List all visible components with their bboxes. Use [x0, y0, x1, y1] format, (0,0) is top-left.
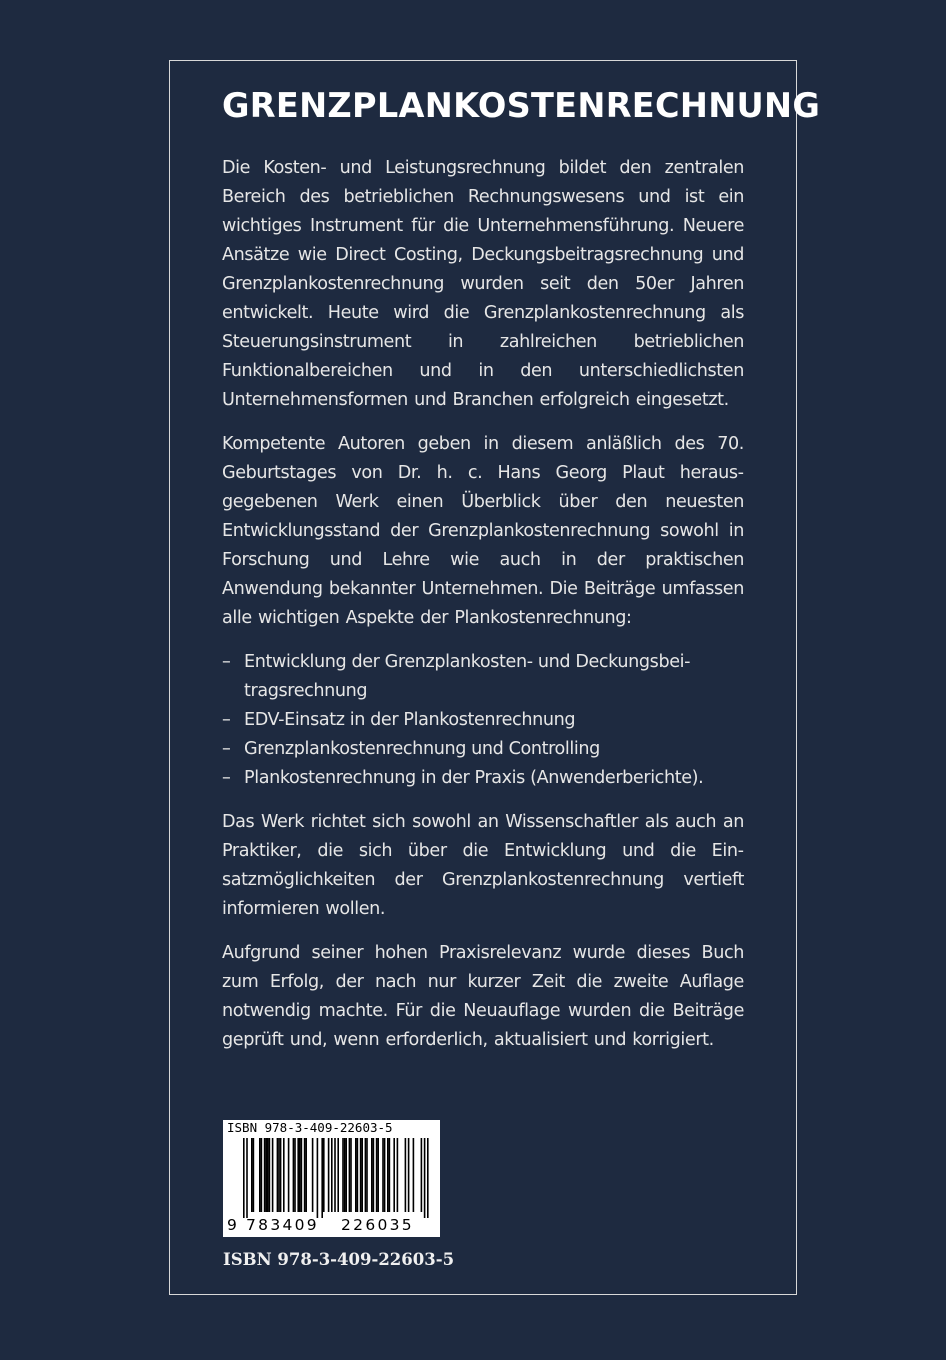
barcode-bar — [297, 1138, 299, 1212]
topic-list — [222, 648, 744, 793]
barcode-bar — [304, 1138, 306, 1212]
barcode-bar — [355, 1138, 357, 1212]
barcode-bar — [267, 1138, 269, 1212]
barcode-bar — [246, 1138, 248, 1218]
paragraph-edition: Aufgrund seiner hohen Praxisrelevanz wurde dieses Buch zum Erfolg, der nach nur kurzer Zeit die zweite Auflage notwendig machte. Für die Neuauflage wurden die Beiträge geprüft und, wenn erforderlich, aktualisiert und korrigiert. — [222, 943, 744, 1050]
barcode-bar — [301, 1138, 303, 1212]
barcode-bar — [421, 1138, 423, 1212]
barcode-bar — [317, 1138, 319, 1218]
barcode-bar — [389, 1138, 391, 1212]
isbn-footer: ISBN 978-3-409-22603-5 — [223, 1250, 455, 1269]
barcode-bar — [321, 1138, 323, 1218]
barcode-bar — [299, 1138, 301, 1212]
barcode-bar — [384, 1138, 386, 1212]
barcode-bar — [427, 1138, 429, 1218]
paragraph-audience: Das Werk richtet sich sowohl an Wissenschaftler als auch an Praktiker, die sich über die Entwicklung und die Einsatzmöglichkeiten der Grenzplankostenrechnung vertieft informieren wollen. — [222, 812, 744, 919]
barcode-bar — [288, 1138, 290, 1212]
barcode-bar — [253, 1138, 255, 1212]
barcode-isbn-label: ISBN 978-3-409-22603-5 — [227, 1120, 393, 1135]
barcode-bar — [342, 1138, 344, 1212]
barcode-bar — [251, 1138, 253, 1212]
barcode-bar — [269, 1138, 271, 1212]
barcode-bar — [278, 1138, 280, 1212]
list-item: – Grenzplankostenrechnung und Controlling — [222, 735, 744, 764]
paragraph-intro: Die Kosten- und Leistungsrechnung bildet den zentralen Bereich des betrieblichen Rechnungswesens und ist ein wichtiges Instrument für die Unternehmensführung. Neuere Ansätze wie Direct Costing, Deckungsbeitragsrechnung und Grenzplankostenrechnung wurden seit den 50er Jahren entwickelt. Heute wird die Grenzplankostenrechnung als Steuerungsinstrument in zahlreichen betrieblichen Funktionalbereichen und in den unterschiedlichsten Unternehmensformen und Branchen erfolgreich eingesetzt. — [222, 158, 744, 410]
barcode-bar — [261, 1138, 263, 1212]
barcode-bar — [361, 1138, 363, 1212]
barcode-bar — [360, 1138, 362, 1212]
barcode-bar — [323, 1138, 325, 1212]
barcode-bar — [305, 1138, 307, 1212]
barcode-digits — [223, 1215, 440, 1235]
dash-bullet-icon: – — [222, 739, 231, 759]
barcode-bar — [357, 1138, 359, 1212]
dash-bullet-icon: – — [222, 710, 231, 730]
barcode-bar — [259, 1138, 261, 1212]
book-title: GRENZPLANKOSTENRECHNUNG — [222, 86, 821, 125]
barcode-digits-left: 783409 — [246, 1216, 319, 1234]
barcode-bar — [387, 1138, 389, 1212]
barcode-bar — [408, 1138, 410, 1212]
barcode-bar — [413, 1138, 415, 1212]
barcode-digits-right: 226035 — [341, 1216, 414, 1234]
barcode-bar — [344, 1138, 346, 1212]
barcode-bar — [350, 1138, 352, 1212]
barcode-bar — [393, 1138, 395, 1212]
barcode-bar — [376, 1138, 378, 1212]
barcode-bar — [312, 1138, 314, 1212]
barcode-bar — [377, 1138, 379, 1212]
barcode-bar — [365, 1138, 367, 1212]
list-item: – Plankostenrechnung in der Praxis (Anwenderberichte). — [222, 764, 744, 793]
barcode-bar — [264, 1138, 266, 1212]
barcode-bar — [277, 1138, 279, 1212]
list-item: – Entwicklung der Grenzplankosten- und Deckungsbeitragsrechnung — [222, 648, 744, 706]
barcode-bar — [382, 1138, 384, 1212]
barcode-bar — [397, 1138, 399, 1212]
barcode-bar — [373, 1138, 375, 1212]
barcode-bar — [331, 1138, 333, 1212]
list-item: – EDV-Einsatz in der Plankostenrechnung — [222, 706, 744, 735]
barcode-digit-first: 9 — [227, 1216, 237, 1234]
barcode-bar — [345, 1138, 347, 1212]
barcode-bar — [293, 1138, 295, 1212]
back-cover-text — [222, 86, 821, 1070]
barcode-bar — [405, 1138, 407, 1212]
barcode-bar — [328, 1138, 330, 1212]
barcode-bar — [349, 1138, 351, 1212]
barcode-bar — [334, 1138, 336, 1212]
barcode-bar — [337, 1138, 339, 1212]
barcode-bar — [272, 1138, 274, 1212]
barcode-bar — [366, 1138, 368, 1212]
paragraph-authors: Kompetente Autoren geben in diesem anläßlich des 70. Geburtstages von Dr. h. c. Hans Georg Plaut herausgegebenen Werk einen Überblick über den neuesten Entwicklungsstand der Grenzplankostenrechnung sowohl in Forschung und Lehre wie auch in der praktischen Anwendung bekannter Unternehmen. Die Beiträge umfassen alle wichtigen Aspekte der Plankostenrechnung: — [222, 434, 744, 628]
barcode-bar — [283, 1138, 285, 1212]
barcode-bar — [243, 1138, 245, 1218]
barcode — [223, 1120, 440, 1237]
barcode-bar — [424, 1138, 426, 1218]
dash-bullet-icon: – — [222, 652, 231, 672]
dash-bullet-icon: – — [222, 768, 231, 788]
barcode-bar — [371, 1138, 373, 1212]
barcode-bar — [294, 1138, 296, 1212]
barcode-bar — [265, 1138, 267, 1212]
barcode-bar — [280, 1138, 282, 1212]
